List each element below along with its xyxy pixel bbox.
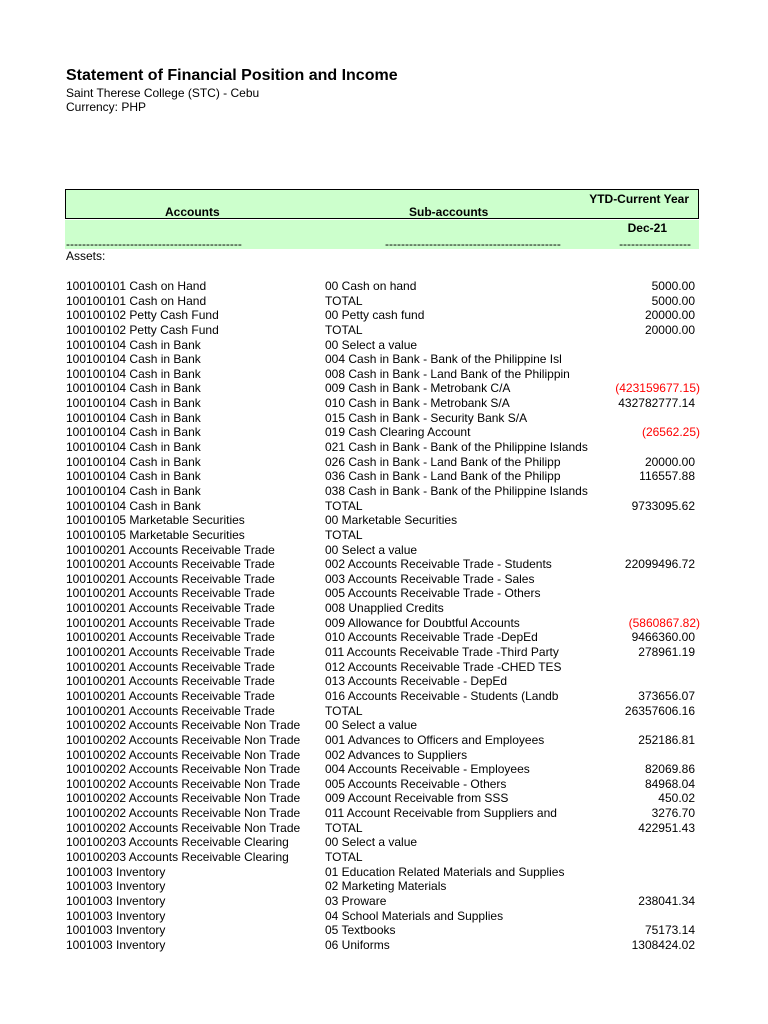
row-amount: 9733095.62: [631, 498, 695, 513]
row-subaccount: 05 Textbooks: [325, 923, 396, 938]
row-subaccount: 009 Allowance for Doubtful Accounts: [325, 615, 520, 630]
row-account: 100100104 Cash in Bank: [66, 425, 201, 440]
row-subaccount: 008 Unapplied Credits: [325, 601, 444, 616]
row-amount: 84968.04: [644, 776, 695, 791]
row-subaccount: TOTAL: [325, 527, 363, 542]
row-account: 100100202 Accounts Receivable Non Trade: [66, 776, 301, 791]
table-row: [66, 499, 700, 514]
row-account: 1001003 Inventory: [66, 864, 166, 879]
dash-accounts: --------------------------------------------: [66, 237, 242, 251]
table-row: [66, 689, 700, 704]
row-subaccount: 06 Uniforms: [325, 937, 390, 952]
row-account: 1001003 Inventory: [66, 923, 166, 938]
row-subaccount: 019 Cash Clearing Account: [325, 425, 471, 440]
row-account: 1001003 Inventory: [66, 879, 166, 894]
row-account: 100100201 Accounts Receivable Trade: [66, 557, 275, 572]
row-account: 100100201 Accounts Receivable Trade: [66, 630, 275, 645]
table-row: [66, 909, 700, 924]
table-row: [66, 484, 700, 499]
row-subaccount: 00 Cash on hand: [325, 279, 417, 293]
row-account: 100100101 Cash on Hand: [66, 293, 207, 308]
row-account: 100100104 Cash in Bank: [66, 366, 201, 381]
table-row: [66, 367, 700, 382]
table-row: [66, 440, 700, 455]
table-row: [66, 411, 700, 426]
table-row: [66, 894, 700, 909]
row-subaccount: TOTAL: [325, 498, 363, 513]
row-account: 100100104 Cash in Bank: [66, 381, 201, 396]
table-row: [66, 528, 700, 543]
section-assets: Assets:: [66, 249, 106, 263]
row-account: 100100201 Accounts Receivable Trade: [66, 688, 275, 703]
row-subaccount: 02 Marketing Materials: [325, 879, 447, 894]
row-subaccount: 009 Cash in Bank - Metrobank C/A: [325, 381, 511, 396]
table-row: [66, 352, 700, 367]
row-subaccount: 03 Proware: [325, 893, 387, 908]
table-row: [66, 586, 700, 601]
row-amount: 422951.43: [638, 820, 695, 835]
row-subaccount: 009 Account Receivable from SSS: [325, 791, 509, 806]
row-subaccount: 001 Advances to Officers and Employees: [325, 732, 545, 747]
row-subaccount: 012 Accounts Receivable Trade -CHED TES: [325, 659, 562, 674]
account-rows: [66, 279, 700, 952]
row-subaccount: 00 Marketable Securities: [325, 513, 458, 528]
row-amount: (26562.25): [641, 425, 700, 440]
row-subaccount: TOTAL: [325, 849, 363, 864]
row-subaccount: 00 Select a value: [325, 337, 418, 352]
row-subaccount: 038 Cash in Bank - Bank of the Philippine Islands: [325, 483, 588, 498]
dash-subaccounts: --------------------------------------------: [385, 237, 561, 251]
row-account: 1001003 Inventory: [66, 893, 166, 908]
row-amount: 5000.00: [651, 279, 695, 293]
row-account: 100100104 Cash in Bank: [66, 337, 201, 352]
table-row: [66, 850, 700, 865]
row-amount: 22099496.72: [624, 557, 695, 572]
table-row: [66, 879, 700, 894]
currency-label: Currency: PHP: [66, 100, 147, 114]
row-subaccount: TOTAL: [325, 322, 363, 337]
row-account: 100100104 Cash in Bank: [66, 396, 201, 411]
row-account: 100100201 Accounts Receivable Trade: [66, 571, 275, 586]
table-subheader: [65, 220, 699, 249]
row-subaccount: 003 Accounts Receivable Trade - Sales: [325, 571, 535, 586]
row-subaccount: TOTAL: [325, 820, 363, 835]
row-account: 100100202 Accounts Receivable Non Trade: [66, 762, 301, 777]
row-subaccount: 013 Accounts Receivable - DepEd: [325, 674, 508, 689]
table-row: [66, 469, 700, 484]
table-row: [66, 821, 700, 836]
row-account: 100100202 Accounts Receivable Non Trade: [66, 747, 301, 762]
row-account: 1001003 Inventory: [66, 908, 166, 923]
table-row: [66, 381, 700, 396]
row-account: 100100101 Cash on Hand: [66, 279, 207, 293]
table-row: [66, 323, 700, 338]
table-row: [66, 279, 700, 294]
row-account: 100100201 Accounts Receivable Trade: [66, 703, 275, 718]
report-title: Statement of Financial Position and Income: [66, 67, 398, 84]
institution-name: Saint Therese College (STC) - Cebu: [66, 86, 260, 100]
header-accounts: Accounts: [165, 205, 220, 219]
row-amount: 9466360.00: [631, 630, 695, 645]
table-row: [66, 791, 700, 806]
row-subaccount: 021 Cash in Bank - Bank of the Philippine Islands: [325, 440, 588, 455]
table-row: [66, 777, 700, 792]
row-account: 100100104 Cash in Bank: [66, 454, 201, 469]
row-account: 100100201 Accounts Receivable Trade: [66, 601, 275, 616]
row-account: 100100202 Accounts Receivable Non Trade: [66, 791, 301, 806]
row-subaccount: 005 Accounts Receivable Trade - Others: [325, 586, 541, 601]
dash-amount: ------------------: [619, 237, 691, 251]
row-amount: 5000.00: [651, 293, 695, 308]
table-row: [66, 513, 700, 528]
table-row: [66, 865, 700, 880]
row-subaccount: 004 Accounts Receivable - Employees: [325, 762, 530, 777]
row-subaccount: 011 Accounts Receivable Trade -Third Party: [325, 645, 559, 660]
row-amount: 252186.81: [638, 732, 695, 747]
row-account: 100100201 Accounts Receivable Trade: [66, 542, 275, 557]
row-subaccount: 04 School Materials and Supplies: [325, 908, 504, 923]
row-account: 100100201 Accounts Receivable Trade: [66, 586, 275, 601]
row-amount: 432782777.14: [618, 396, 695, 411]
row-account: 100100104 Cash in Bank: [66, 498, 201, 513]
row-amount: 116557.88: [639, 469, 695, 484]
row-amount: 75173.14: [644, 923, 695, 938]
row-subaccount: 026 Cash in Bank - Land Bank of the Philipp: [325, 454, 561, 469]
row-subaccount: 010 Cash in Bank - Metrobank S/A: [325, 396, 510, 411]
row-account: 100100104 Cash in Bank: [66, 469, 201, 484]
table-row: [66, 718, 700, 733]
row-subaccount: 00 Select a value: [325, 835, 418, 850]
table-row: [66, 660, 700, 675]
row-subaccount: 008 Cash in Bank - Land Bank of the Philippin: [325, 366, 570, 381]
row-account: 100100203 Accounts Receivable Clearing: [66, 849, 289, 864]
row-account: 100100105 Marketable Securities: [66, 527, 245, 542]
row-amount: (5860867.82): [628, 615, 700, 630]
row-amount: 20000.00: [644, 322, 695, 337]
row-subaccount: TOTAL: [325, 703, 363, 718]
table-row: [66, 543, 700, 558]
row-account: 100100203 Accounts Receivable Clearing: [66, 835, 289, 850]
row-amount: 20000.00: [644, 454, 695, 469]
row-subaccount: 004 Cash in Bank - Bank of the Philippine Isl: [325, 352, 562, 367]
table-row: [66, 294, 700, 309]
table-row: [66, 806, 700, 821]
table-header: [65, 189, 699, 219]
row-amount: 238041.34: [638, 893, 695, 908]
row-amount: 1308424.02: [631, 937, 695, 952]
row-account: 100100104 Cash in Bank: [66, 440, 201, 455]
table-row: [66, 308, 700, 323]
row-account: 100100201 Accounts Receivable Trade: [66, 659, 275, 674]
row-subaccount: 011 Account Receivable from Suppliers and: [325, 806, 557, 821]
table-row: [66, 762, 700, 777]
table-row: [66, 938, 700, 953]
row-subaccount: 005 Accounts Receivable - Others: [325, 776, 507, 791]
row-account: 100100104 Cash in Bank: [66, 483, 201, 498]
row-account: 100100202 Accounts Receivable Non Trade: [66, 718, 301, 733]
table-row: [66, 835, 700, 850]
table-row: [66, 733, 700, 748]
row-subaccount: 036 Cash in Bank - Land Bank of the Philipp: [325, 469, 561, 484]
row-amount: 82069.86: [644, 762, 695, 777]
table-row: [66, 630, 700, 645]
table-row: [66, 557, 700, 572]
row-account: 100100202 Accounts Receivable Non Trade: [66, 732, 301, 747]
row-subaccount: 010 Accounts Receivable Trade -DepEd: [325, 630, 538, 645]
table-row: [66, 645, 700, 660]
row-subaccount: TOTAL: [325, 293, 363, 308]
row-amount: 373656.07: [638, 688, 695, 703]
row-subaccount: 01 Education Related Materials and Supplies: [325, 864, 565, 879]
row-account: 100100104 Cash in Bank: [66, 352, 201, 367]
table-row: [66, 616, 700, 631]
row-account: 100100201 Accounts Receivable Trade: [66, 645, 275, 660]
row-account: 1001003 Inventory: [66, 937, 166, 952]
table-row: [66, 572, 700, 587]
row-subaccount: 015 Cash in Bank - Security Bank S/A: [325, 410, 528, 425]
row-subaccount: 00 Select a value: [325, 542, 418, 557]
table-row: [66, 396, 700, 411]
row-amount: (423159677.15): [615, 381, 700, 396]
row-amount: 278961.19: [638, 645, 695, 660]
table-row: [66, 601, 700, 616]
row-account: 100100104 Cash in Bank: [66, 410, 201, 425]
row-account: 100100201 Accounts Receivable Trade: [66, 615, 275, 630]
row-account: 100100201 Accounts Receivable Trade: [66, 674, 275, 689]
table-row: [66, 338, 700, 353]
table-row: [66, 748, 700, 763]
table-row: [66, 425, 700, 440]
table-row: [66, 704, 700, 719]
row-subaccount: 002 Advances to Suppliers: [325, 747, 468, 762]
table-row: [66, 923, 700, 938]
row-account: 100100202 Accounts Receivable Non Trade: [66, 820, 301, 835]
row-account: 100100105 Marketable Securities: [66, 513, 245, 528]
row-subaccount: 00 Select a value: [325, 718, 418, 733]
header-ytd: YTD-Current Year: [589, 192, 689, 206]
row-account: 100100102 Petty Cash Fund: [66, 308, 219, 323]
row-account: 100100102 Petty Cash Fund: [66, 322, 219, 337]
row-subaccount: 002 Accounts Receivable Trade - Students: [325, 557, 552, 572]
table-row: [66, 455, 700, 470]
header-subaccounts: Sub-accounts: [409, 205, 489, 219]
row-account: 100100202 Accounts Receivable Non Trade: [66, 806, 301, 821]
row-amount: 26357606.16: [624, 703, 695, 718]
row-subaccount: 016 Accounts Receivable - Students (Landb: [325, 688, 559, 703]
row-amount: 450.02: [658, 791, 695, 806]
header-period: Dec-21: [627, 221, 667, 235]
row-amount: 20000.00: [644, 308, 695, 323]
table-row: [66, 674, 700, 689]
row-amount: 3276.70: [651, 806, 695, 821]
row-subaccount: 00 Petty cash fund: [325, 308, 425, 323]
